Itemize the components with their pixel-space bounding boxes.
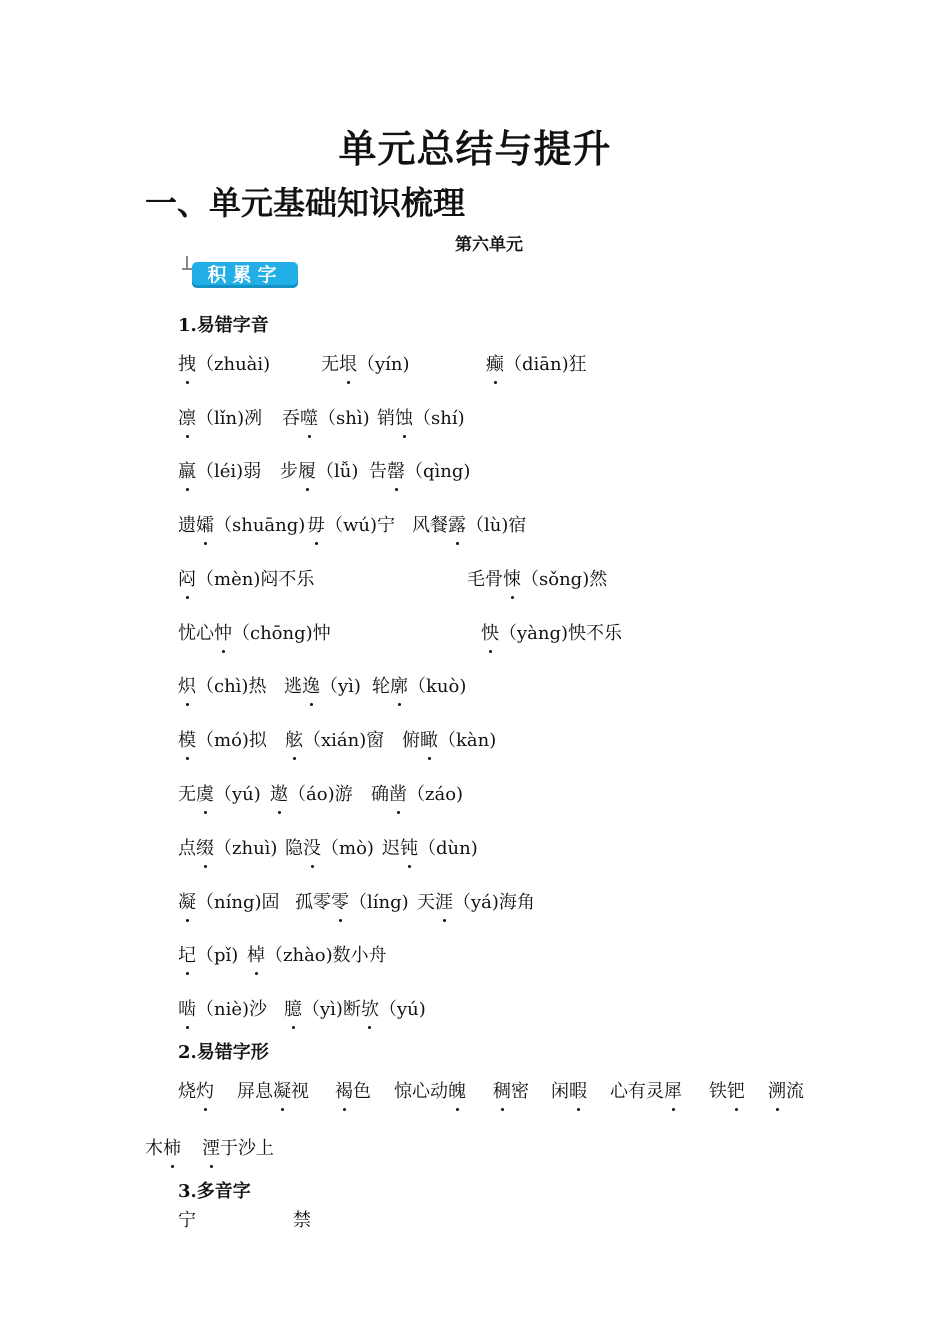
word-item: 烧灼 <box>178 1077 214 1103</box>
word-item: 湮于沙上 <box>202 1134 274 1160</box>
word-item: 步履（lǚ) <box>280 457 358 483</box>
polyphone-char: 禁 <box>293 1210 311 1231</box>
word-item: 忧心忡（chōng)忡 <box>178 619 331 645</box>
word-item: 溯流 <box>768 1077 804 1103</box>
word-item: 凛（lǐn)冽 <box>178 404 262 430</box>
word-item: 销蚀（shí) <box>377 404 465 430</box>
word-item: 闲暇 <box>551 1077 587 1103</box>
word-item: 隐没（mò) <box>285 834 374 860</box>
word-item: 告罄（qìng) <box>369 457 470 483</box>
word-item: 圮（pǐ) <box>178 941 238 967</box>
word-item: 臆（yì)断欤（yú) <box>284 995 426 1021</box>
word-item: 棹（zhào)数小舟 <box>247 941 387 967</box>
word-item: 褐色 <box>335 1077 371 1103</box>
page-title: 单元总结与提升 <box>338 127 612 171</box>
word-item: 怏（yàng)怏不乐 <box>481 619 622 645</box>
word-item: 啮（niè)沙 <box>178 995 267 1021</box>
banner-accumulate-chars <box>182 256 302 292</box>
word-item: 毛骨悚（sǒng)然 <box>467 565 607 591</box>
word-item: 无垠（yín) <box>321 350 410 376</box>
word-item: 模（mó)拟 <box>178 726 267 752</box>
banner-label: 积累字 <box>207 264 283 286</box>
word-item: 风餐露（lù)宿 <box>412 511 526 537</box>
word-item: 点缀（zhuì) <box>178 834 277 860</box>
word-item: 舷（xián)窗 <box>285 726 384 752</box>
word-item: 稠密 <box>493 1077 529 1103</box>
word-item: 无虞（yú) <box>178 780 261 806</box>
word-item: 俯瞰（kàn) <box>402 726 496 752</box>
word-item: 确凿（záo) <box>371 780 463 806</box>
word-item: 吞噬（shì) <box>282 404 370 430</box>
word-item: 癫（diān)狂 <box>486 350 587 376</box>
word-item: 轮廓（kuò) <box>372 672 466 698</box>
word-item: 木柿 <box>145 1134 181 1160</box>
word-item: 天涯（yá)海角 <box>417 888 535 914</box>
polyphone-char: 宁 <box>178 1210 196 1231</box>
word-item: 遗孀（shuāng) <box>178 511 305 537</box>
word-item: 孤零零（líng) <box>295 888 409 914</box>
word-item: 屏息凝视 <box>237 1077 309 1103</box>
word-item: 铁钯 <box>709 1077 745 1103</box>
word-item: 逃逸（yì) <box>284 672 361 698</box>
word-item: 迟钝（dùn) <box>382 834 478 860</box>
word-item: 炽（chì)热 <box>178 672 266 698</box>
unit-label: 第六单元 <box>455 235 523 255</box>
word-item: 凝（níng)固 <box>178 888 280 914</box>
word-item: 羸（léi)弱 <box>178 457 261 483</box>
word-item: 闷（mèn)闷不乐 <box>178 565 314 591</box>
subheading-character-shape: 2.易错字形 <box>178 1042 269 1063</box>
word-item: 毋（wú)宁 <box>307 511 395 537</box>
section-heading: 一、单元基础知识梳理 <box>145 184 466 222</box>
word-item: 拽（zhuài) <box>178 350 270 376</box>
subheading-polyphone: 3.多音字 <box>178 1181 251 1202</box>
subheading-pronunciation: 1.易错字音 <box>178 315 269 336</box>
word-item: 遨（áo)游 <box>270 780 353 806</box>
word-item: 心有灵犀 <box>610 1077 682 1103</box>
word-item: 惊心动魄 <box>394 1077 466 1103</box>
